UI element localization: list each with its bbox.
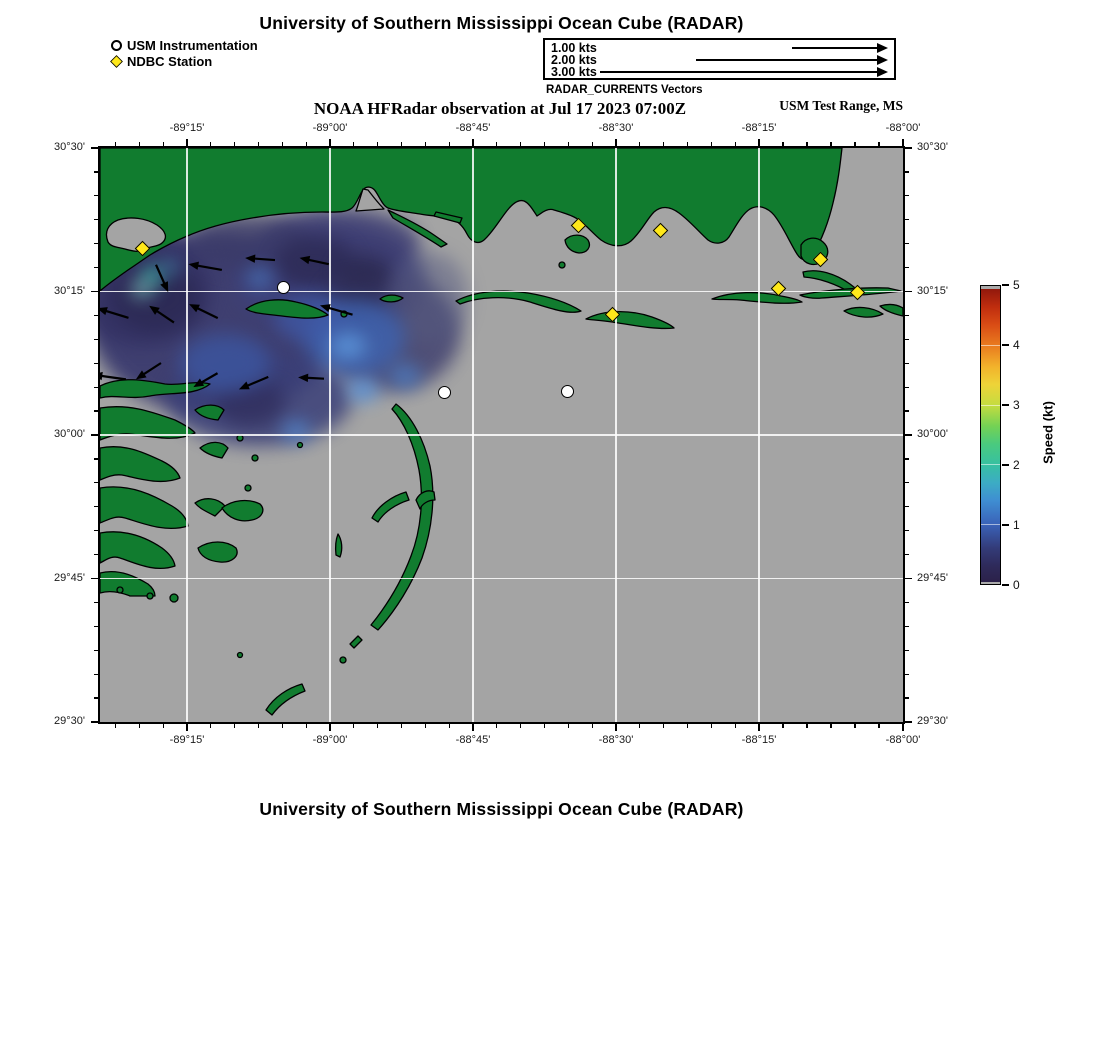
colorbar-tick [1002,464,1009,466]
axis-tick-label: -88°15' [741,122,777,134]
axis-tick [905,506,909,507]
legend-item-ndbc [111,53,258,69]
axis-tick [94,243,98,244]
axis-tick [139,142,140,146]
scale-arrow [696,59,879,61]
axis-tick [902,724,903,731]
axis-tick [139,724,140,728]
colorbar-tick-label: 3 [1013,398,1020,412]
current-vector [100,303,130,324]
colorbar-tick-label: 0 [1013,578,1020,592]
ndbc-station-marker [770,280,786,296]
axis-tick [782,142,783,146]
axis-tick [377,142,378,146]
scale-arrow-head-icon [877,55,888,65]
axis-tick [905,674,909,675]
colorbar-gridline [981,464,1000,465]
current-vector [100,370,127,387]
colorbar-tick [1002,344,1009,346]
vector-scale-box [543,38,896,80]
axis-tick [91,147,98,148]
ndbc-station-marker [812,251,828,267]
axis-tick [544,724,545,728]
axis-tick [306,724,307,728]
axis-tick-label: 30°30' [917,141,948,153]
axis-tick [449,724,450,728]
legend-label-usm: USM Instrumentation [127,37,258,53]
current-vector [133,359,165,385]
axis-tick [905,626,909,627]
current-vector [187,259,223,277]
current-vector [237,372,271,396]
axis-tick [878,142,879,146]
axis-tick [878,724,879,728]
axis-tick [639,142,640,146]
axis-tick [425,142,426,146]
axis-tick [758,139,759,146]
axis-tick-label: -88°45' [455,734,491,746]
axis-tick [401,724,402,728]
current-vector [191,369,221,393]
axis-tick [806,142,807,146]
map-canvas [100,148,903,722]
axis-tick [282,724,283,728]
axis-tick-label: -89°00' [312,122,348,134]
colorbar-gridline [981,405,1000,406]
axis-tick [94,458,98,459]
axis-tick-label: 30°15' [54,284,85,297]
colorbar-tick [1002,584,1009,586]
axis-tick-label: -88°30' [598,734,634,746]
colorbar-tick-label: 4 [1013,338,1020,352]
axis-tick [496,142,497,146]
colorbar-cap [981,286,1000,289]
axis-tick [905,243,909,244]
colorbar-tick-label: 5 [1013,278,1020,292]
axis-tick-label: -89°00' [312,734,348,746]
axis-tick [329,724,330,731]
axis-tick-label: -88°30' [598,122,634,134]
ndbc-station-marker [604,306,620,322]
axis-tick [210,724,211,728]
colorbar-gridline [981,524,1000,525]
axis-tick [425,724,426,728]
axis-tick [905,267,909,268]
axis-tick [520,724,521,728]
axis-tick [905,315,909,316]
axis-tick [758,724,759,731]
axis-tick [902,139,903,146]
axis-tick [905,219,909,220]
axis-tick [94,530,98,531]
colorbar-cap [981,582,1000,585]
axis-tick [905,195,909,196]
axis-tick-label: -88°00' [885,122,921,134]
ndbc-station-marker [849,284,865,300]
axis-tick [377,724,378,728]
axis-tick-label: 30°00' [54,428,85,440]
axis-tick [94,674,98,675]
axis-tick [163,724,164,728]
ndbc-diamond-icon [110,55,123,68]
axis-tick [782,724,783,728]
axis-tick [905,387,909,388]
ndbc-station-marker [570,217,586,233]
axis-tick [94,697,98,698]
axis-tick [687,724,688,728]
axis-tick-label: -88°15' [741,734,777,746]
current-vector [151,262,174,294]
axis-tick [449,142,450,146]
axis-tick [258,142,259,146]
colorbar [975,280,1095,600]
axis-tick [905,554,909,555]
vector-scale-caption: RADAR_CURRENTS Vectors [546,84,703,96]
current-vector [298,372,325,385]
axis-tick [186,139,187,146]
axis-tick-label: 29°30' [54,715,85,727]
axis-tick [905,339,909,340]
bottom-title: University of Southern Mississippi Ocean Cube (RADAR) [259,799,744,819]
legend [111,37,258,69]
map-overlay [100,148,903,722]
axis-tick [905,147,912,148]
axis-tick [711,142,712,146]
axis-tick [520,142,521,146]
axis-tick [94,482,98,483]
scale-row-1: 1.00 kts [551,41,597,55]
axis-tick [94,339,98,340]
scale-arrow [792,47,879,49]
axis-tick [735,724,736,728]
axis-tick [615,139,616,146]
axis-tick [905,482,909,483]
axis-tick [905,171,909,172]
axis-tick [234,142,235,146]
current-vector [245,253,276,267]
colorbar-title: Speed (kt) [1040,401,1056,464]
colorbar-gridline [981,345,1000,346]
axis-tick [615,724,616,731]
axis-tick [91,434,98,435]
axis-tick [306,142,307,146]
axis-tick [94,363,98,364]
ndbc-station-marker [134,240,150,256]
axis-tick [806,724,807,728]
colorbar-tick [1002,284,1009,286]
axis-tick [496,724,497,728]
scale-row-2: 2.00 kts [551,53,597,67]
axis-tick [592,142,593,146]
axis-tick [687,142,688,146]
axis-tick [94,626,98,627]
axis-tick [91,291,98,292]
colorbar-tick-label: 2 [1013,458,1020,472]
axis-tick [115,724,116,728]
axis-tick [568,724,569,728]
axis-tick [94,315,98,316]
axis-tick [282,142,283,146]
axis-tick-label: 29°45' [54,571,85,584]
axis-tick [91,721,98,722]
axis-tick [830,724,831,728]
axis-tick [711,724,712,728]
usm-station-marker [277,281,290,294]
colorbar-tick-label: 1 [1013,518,1020,532]
colorbar-tick [1002,524,1009,526]
axis-tick [94,506,98,507]
usm-station-marker [438,386,451,399]
axis-tick [854,724,855,728]
axis-tick-label: 30°30' [54,141,85,153]
axis-tick [186,724,187,731]
axis-tick [905,434,912,435]
axis-tick [353,142,354,146]
axis-tick [353,724,354,728]
axis-tick [854,142,855,146]
axis-tick [94,410,98,411]
axis-tick-label: -88°45' [455,122,491,134]
axis-tick [735,142,736,146]
axis-tick [94,171,98,172]
axis-tick [592,724,593,728]
scale-row-3: 3.00 kts [551,65,597,79]
axis-tick-label: 29°30' [917,715,948,727]
axis-tick [234,724,235,728]
axis-tick [905,363,909,364]
axis-tick-label: 30°00' [917,428,948,440]
axis-tick [94,650,98,651]
axis-tick [905,578,912,579]
axis-tick [94,267,98,268]
axis-tick [905,650,909,651]
axis-tick-label: -88°00' [885,734,921,746]
current-vector [186,300,220,325]
axis-tick [544,142,545,146]
axis-tick [94,554,98,555]
axis-tick [905,721,912,722]
axis-tick [663,724,664,728]
map-subtitle: NOAA HFRadar observation at Jul 17 2023 07:00Z [313,99,687,118]
axis-tick [94,602,98,603]
axis-tick-label: 29°45' [917,571,948,584]
axis-tick [94,219,98,220]
axis-tick [905,291,912,292]
axis-tick-label: -89°15' [169,734,205,746]
axis-tick [639,724,640,728]
scale-arrow-head-icon [877,67,888,77]
axis-tick [472,724,473,731]
range-label: USM Test Range, MS [779,98,903,113]
ndbc-station-marker [652,222,668,238]
current-vector [318,301,354,322]
current-vector [145,302,177,329]
colorbar-tick [1002,404,1009,406]
axis-tick [905,458,909,459]
page-title: University of Southern Mississippi Ocean Cube (RADAR) [259,13,744,33]
usm-station-marker [561,385,574,398]
legend-item-usm [111,37,258,53]
legend-label-ndbc: NDBC Station [127,53,213,69]
usm-circle-icon [111,40,122,51]
axis-tick [94,387,98,388]
axis-tick [472,139,473,146]
axis-tick [830,142,831,146]
axis-tick [663,142,664,146]
axis-tick [91,578,98,579]
axis-tick [115,142,116,146]
axis-tick [210,142,211,146]
axis-tick [258,724,259,728]
axis-tick [905,410,909,411]
axis-tick [329,139,330,146]
scale-arrow-head-icon [877,43,888,53]
axis-tick [401,142,402,146]
axis-tick [94,195,98,196]
axis-tick [905,530,909,531]
axis-tick [905,602,909,603]
axis-tick [568,142,569,146]
axis-tick-label: 30°15' [917,284,948,297]
axis-tick [905,697,909,698]
scale-arrow [600,71,879,73]
colorbar-bar [980,285,1001,585]
axis-tick-label: -89°15' [169,122,205,134]
axis-tick [163,142,164,146]
current-vector [298,253,330,271]
